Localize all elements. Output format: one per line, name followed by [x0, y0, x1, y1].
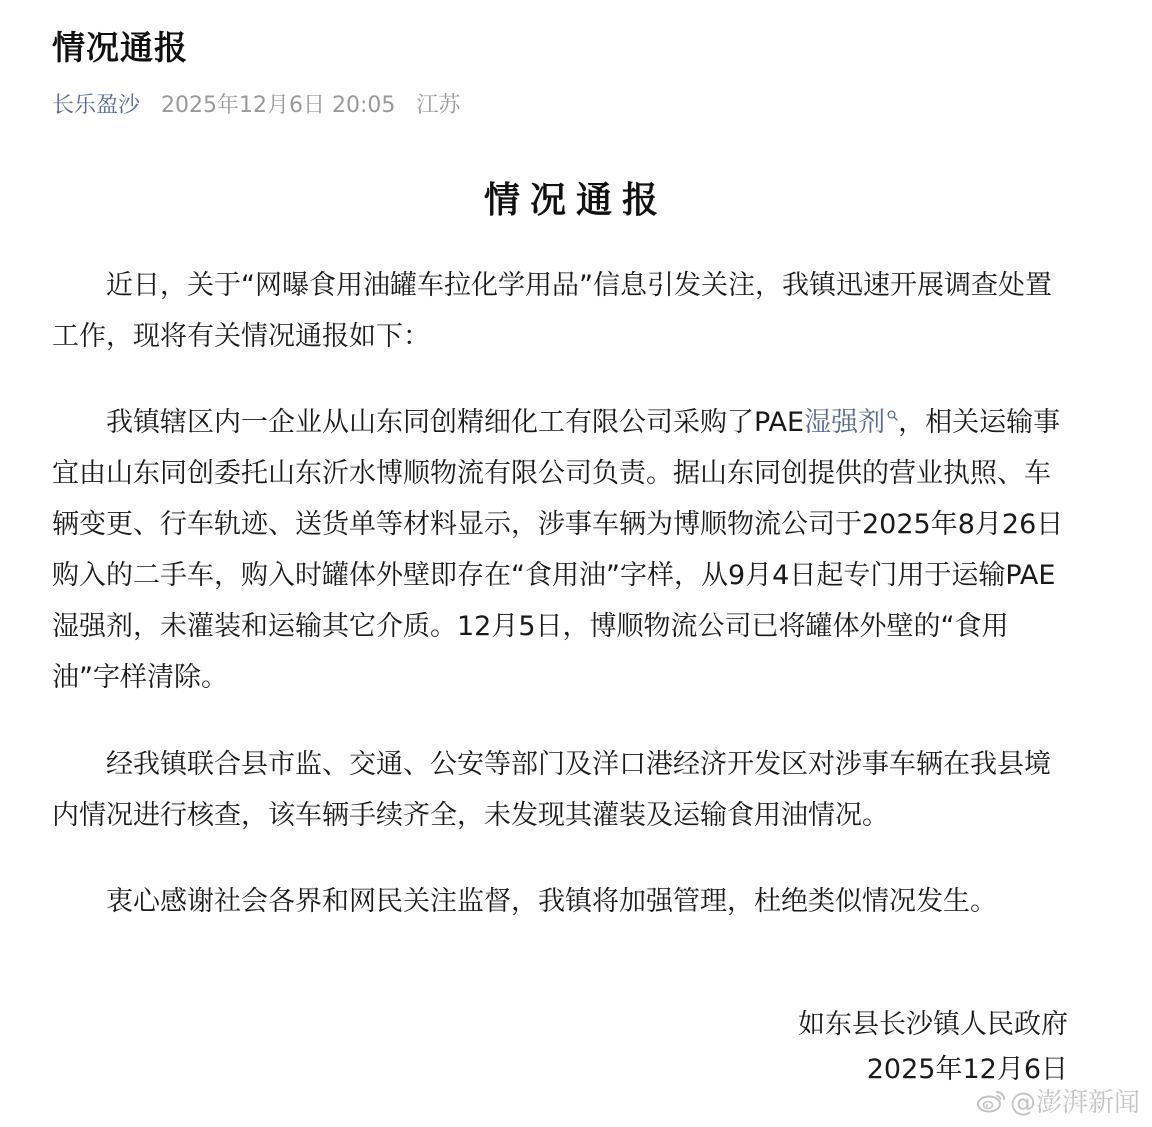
- search-icon: [887, 410, 898, 421]
- publish-time: 2025年12月6日 20:05: [161, 93, 396, 118]
- weibo-icon: [976, 1089, 1006, 1113]
- search-link-label: 湿强剂: [804, 407, 886, 438]
- paragraph-details: [52, 397, 1068, 703]
- document-title: 情况通报: [483, 180, 668, 221]
- paragraph-details-text-b: ，相关运输事宜由山东同创委托山东沂水博顺物流有限公司负责。据山东同创提供的营业执照、车辆变更、行车轨迹、送货单等材料显示，涉事车辆为博顺物流公司于2025年8月26日购入的二手车，购入时罐体外壁即存在“食用油”字样，从9月4日起专门用于运输PAE湿强剂，未灌装和运输其它介质。12月5日，博顺物流公司已将罐体外壁的“食用油”字样清除。: [52, 407, 1064, 693]
- paragraph-intro: 近日，关于“网曝食用油罐车拉化学用品”信息引发关注，我镇迅速开展调查处置工作，现将有关情况通报如下：: [52, 270, 1052, 352]
- account-name-link[interactable]: 长乐盈沙: [52, 93, 141, 118]
- article-meta: [52, 88, 460, 119]
- signature-block: [798, 1002, 1068, 1092]
- article-header-title: 情况通报: [52, 28, 188, 67]
- wet-strength-agent-search-link[interactable]: [804, 407, 898, 438]
- paragraph-details-text-a: 我镇辖区内一企业从山东同创精细化工有限公司采购了PAE: [106, 407, 805, 438]
- paragraph-thanks: 衷心感谢社会各界和网民关注监督，我镇将加强管理，杜绝类似情况发生。: [106, 886, 997, 917]
- signature-date: 2025年12月6日: [866, 1054, 1068, 1085]
- watermark: [976, 1082, 1140, 1119]
- watermark-text: @澎湃新闻: [1009, 1088, 1140, 1118]
- paragraph-inspection: 经我镇联合县市监、交通、公安等部门及洋口港经济开发区对涉事车辆在我县境内情况进行核查，该车辆手续齐全，未发现其灌装及运输食用油情况。: [52, 749, 1051, 831]
- publish-location: 江苏: [416, 93, 461, 118]
- signature-organization: 如东县长沙镇人民政府: [798, 1009, 1068, 1040]
